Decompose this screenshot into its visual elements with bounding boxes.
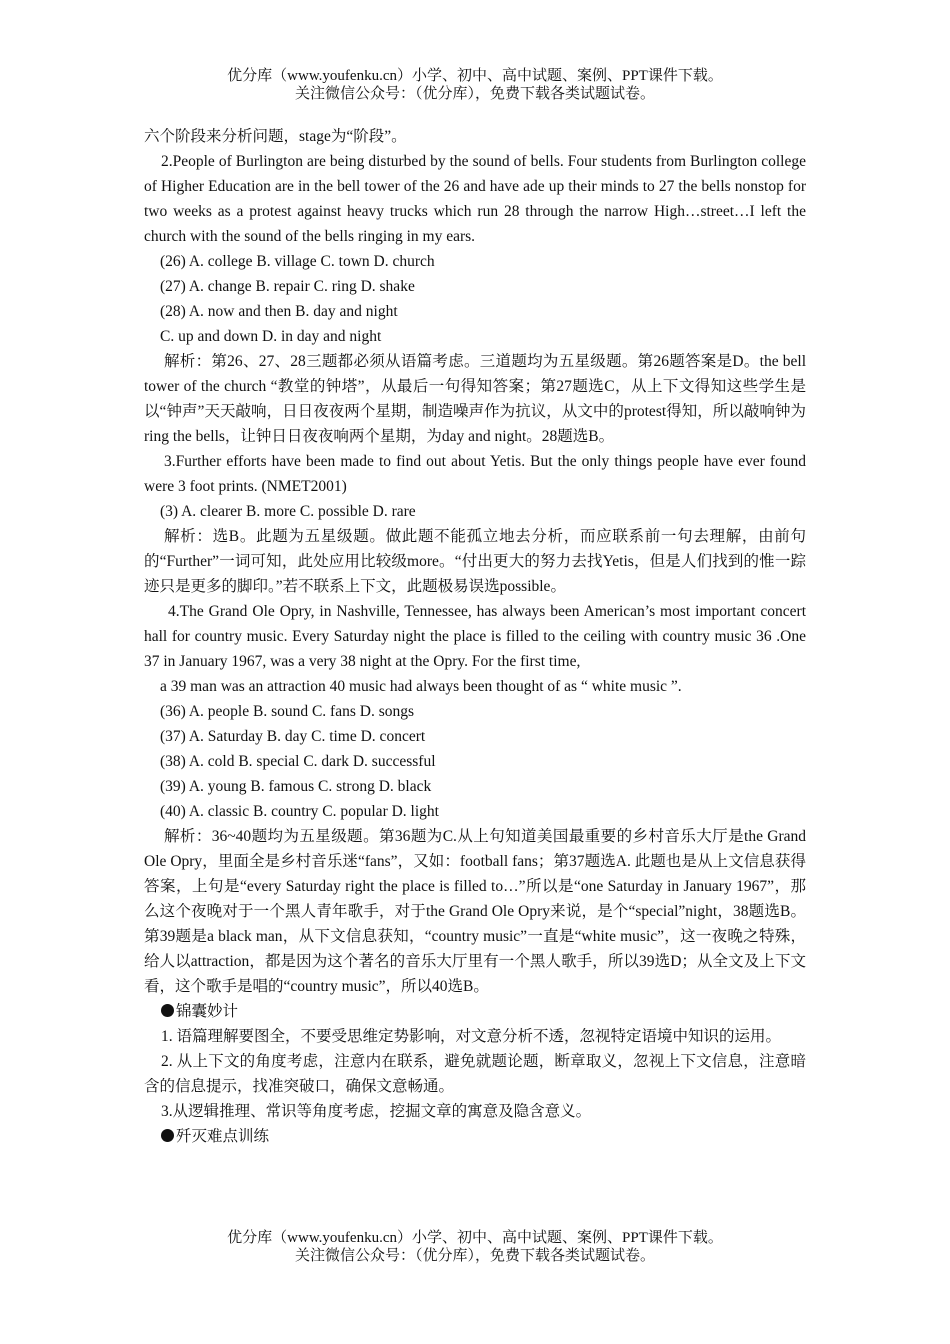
question-39-options: (39) A. young B. famous C. strong D. black [160, 778, 432, 795]
question-37-options: (37) A. Saturday B. day C. time D. concert [160, 728, 426, 745]
header-line-2: 关注微信公众号：（优分库），免费下载各类试题试卷。 [294, 86, 655, 102]
tips-title: 锦囊妙计 [176, 1003, 239, 1020]
training-heading [144, 1124, 806, 1149]
page-header [0, 67, 950, 103]
bullet-icon [161, 1004, 174, 1017]
tip-1: 1. 语篇理解要图全，不要受思维定势影响，对文意分析不透，忽视特定语境中知识的运用。 [161, 1028, 782, 1045]
question-3-options: (3) A. clearer B. more C. possible D. rare [160, 503, 416, 520]
tip-2: 2. 从上下文的角度考虑，注意内在联系，避免就题论题，断章取义，忽视上下文信息，注意暗含的信息提示，找准突破口，确保文意畅通。 [144, 1053, 806, 1095]
footer-line-1: 优分库（www.youfenku.cn）小学、初中、高中试题、案例、PPT课件下载。 [227, 1230, 723, 1246]
question-26-options: (26) A. college B. village C. town D. church [160, 253, 435, 270]
question-2-analysis: 解析：第26、27、28三题都必须从语篇考虑。三道题均为五星级题。第26题答案是D。the bell tower of the church “教堂的钟塔”，从最后一句得知答案；第27题选C，从上下文得知这些学生是以“钟声”天天敲响，日日夜夜两个星期，制造噪声作为抗议，从文中的protest得知，所以敲响钟为ring the bells，让钟日日夜夜响两个星期，为day and night。28题选B。 [144, 353, 806, 445]
question-3-passage: 3.Further efforts have been made to find out about Yetis. But the only things people have ever found were 3 foot prints. (NMET2001) [144, 453, 806, 495]
header-line-1: 优分库（www.youfenku.cn）小学、初中、高中试题、案例、PPT课件下载。 [227, 68, 723, 84]
page-footer [0, 1229, 950, 1265]
question-40-options: (40) A. classic B. country C. popular D. light [160, 803, 439, 820]
question-36-options: (36) A. people B. sound C. fans D. songs [160, 703, 415, 720]
question-28-options-line-1: (28) A. now and then B. day and night [160, 303, 398, 320]
question-27-options: (27) A. change B. repair C. ring D. shake [160, 278, 415, 295]
bullet-icon [161, 1129, 174, 1142]
question-4-analysis: 解析：36~40题均为五星级题。第36题为C.从上句知道美国最重要的乡村音乐大厅是the Grand Ole Opry，里面全是乡村音乐迷“fans”，又如：football fans；第37题选A. 此题也是从上文信息获得答案，上句是“every Saturday right the place is filled to…”所以是“one Saturday in January 1967”，那么这个夜晚对于一个黑人青年歌手，对于the Grand Ole Opry来说，是个“special”night，38题选B。第39题是a black man，从下文信息获知，“country music”一直是“white music”，这一夜晚之特殊，给人以attraction，都是因为这个著名的音乐大厅里有一个黑人歌手，所以39选D；从全文及上下文看，这个歌手是唱的“country music”，所以40选B。 [144, 828, 806, 995]
tip-3: 3.从逻辑推理、常识等角度考虑，挖掘文章的寓意及隐含意义。 [161, 1103, 592, 1120]
question-38-options: (38) A. cold B. special C. dark D. successful [160, 753, 436, 770]
document-body [144, 124, 806, 1149]
question-28-options-line-2: C. up and down D. in day and night [160, 328, 382, 345]
question-4-passage-continued: a 39 man was an attraction 40 music had always been thought of as “ white music ”. [160, 678, 682, 695]
training-title: 歼灭难点训练 [176, 1128, 270, 1145]
tips-heading [144, 999, 806, 1024]
question-2-passage: 2.People of Burlington are being disturbed by the sound of bells. Four students from Burlington college of Higher Education are in the bell tower of the 26 and have ade up their minds to 27 the bells nonstop for two weeks as a protest against heavy trucks which run 28 through the narrow High…street…I left the church with the sound of the bells ringing in my ears. [144, 153, 806, 245]
question-3-analysis: 解析：选B。此题为五星级题。做此题不能孤立地去分析，而应联系前一句去理解，由前句的“Further”一词可知，此处应用比较级more。“付出更大的努力去找Yetis，但是人们找到的惟一踪迹只是更多的脚印。”若不联系上下文，此题极易误选possible。 [144, 528, 806, 595]
question-4-passage: 4.The Grand Ole Opry, in Nashville, Tennessee, has always been American’s most important concert hall for country music. Every Saturday night the place is filled to the ceiling with country music 36 .One 37 in January 1967, was a very 38 night at the Opry. For the first time, [144, 603, 806, 670]
intro-paragraph: 六个阶段来分析问题，stage为“阶段”。 [144, 128, 407, 145]
footer-line-2: 关注微信公众号：（优分库），免费下载各类试题试卷。 [294, 1248, 655, 1264]
